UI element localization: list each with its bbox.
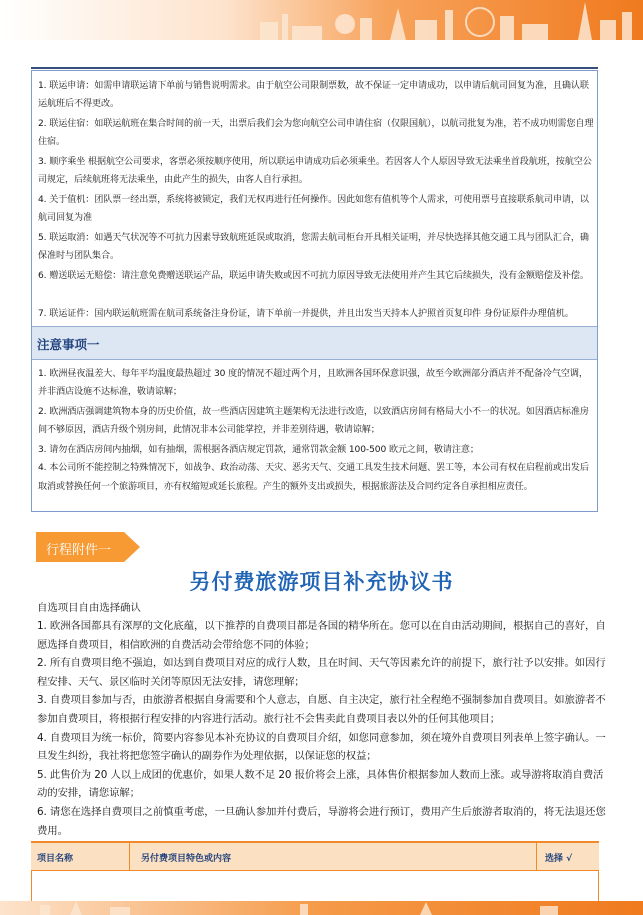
term-item: 1. 联运申请：如需申请联运请下单前与销售说明需求。由于航空公司限制票数，故不保证一定申请成功，以申请后航司回复为准，且确认联运航班后不得更改。 [38, 81, 589, 110]
box-top-rule [31, 67, 598, 69]
top-banner [0, 0, 643, 40]
excursion-table-header [31, 841, 599, 871]
attachment-tag [36, 532, 140, 562]
agreement-paragraph: 1. 欧洲各国都具有深厚的文化底蕴，以下推荐的自费项目都是各国的精华所在。您可以在自由活动期间，根据自己的喜好，自愿选择自费项目，相信欧洲的自费活动会带给您不同的体验； [37, 620, 606, 651]
agreement-paragraph: 5. 此售价为 20 人以上成团的优惠价，如果人数不足 20 报价将会上涨，具体售价根据参加人数而上涨。或导游将取消自费活动的安排，请您谅解； [37, 768, 604, 800]
notice-heading: 注意事项一 [37, 337, 100, 352]
term-item: 6. 赠送联运无赔偿：请注意免费赠送联运产品，联运申请失败或因不可抗力原因导致无法使用并产生其它后续损失，没有金额赔偿及补偿。 [38, 271, 589, 281]
notice-item: 3. 请勿在酒店房间内抽烟，如有抽烟，需根据各酒店规定罚款，通常罚款金额 100-500 欧元之间，敬请注意； [38, 445, 479, 455]
notice-list [38, 365, 594, 497]
notice-item: 4. 本公司所不能控制之特殊情况下，如战争、政治动荡、天灾、恶劣天气、交通工具发生技术问题、罢工等，本公司有权在启程前或出发后取消或替换任何一个旅游项目，亦有权缩短或延长旅程。产生的额外支出或损失，根据旅游法及合同约定各自承担相应责任。 [38, 463, 589, 492]
table-column-divider [536, 843, 537, 870]
term-item: 3. 顺序乘坐 根据航空公司要求，客票必须按顺序使用，所以联运申请成功后必须乘坐。若因客人个人原因导致无法乘坐首段航班，按航空公司规定，后续航班将无法乘坐，由此产生的损失，由客人自行承担。 [38, 157, 592, 186]
booking-terms-list [38, 77, 594, 343]
document-title: 另付费旅游项目补充协议书 [189, 570, 454, 594]
notice-item: 2. 欧洲酒店强调建筑物本身的历史价值，故一些酒店因建筑主题架构无法进行改造，以致酒店房间有格局大小不一的状况。如因酒店标准房间不够原因，酒店升级个别房间，此情况非本公司能掌控，并非差别待遇，敬请谅解； [38, 407, 589, 436]
terms-box [31, 70, 598, 512]
agreement-paragraphs [37, 617, 607, 840]
table-header-select: 选择 √ [545, 854, 573, 864]
table-column-divider [129, 843, 130, 870]
term-item: 7. 联运证件：国内联运航班需在航司系统备注身份证，请下单前一并提供，并且出发当天持本人护照首页复印件 身份证原件办理值机。 [38, 309, 574, 319]
bottom-banner [0, 901, 643, 915]
excursion-table-body [31, 871, 599, 901]
agreement-paragraph: 2. 所有自费项目绝不强迫，如达到自费项目对应的成行人数，且在时间、天气等因素允许的前提下，旅行社予以安排。如因行程安排、天气、景区临时关闭等原因无法安排，请您理解； [37, 657, 606, 688]
agreement-paragraph: 4. 自费项目为统一标价，简要内容参见本补充协议的自费项目介绍，如您同意参加，须在境外自费项目列表单上签字确认。一旦发生纠纷，我社将把您签字确认的副券作为处理依据，以保证您的权益； [37, 731, 606, 763]
document-subheading: 自选项目自由选择确认 [37, 602, 141, 614]
term-item: 5. 联运取消：如遇天气状况等不可抗力因素导致航班延误或取消，您需去航司柜台开具相关证明，并尽快选择其他交通工具与团队汇合，确保准时与团队集合。 [38, 233, 589, 262]
table-header-content: 另付费项目特色或内容 [141, 854, 232, 864]
notice-section-header [32, 326, 597, 360]
notice-item: 1. 欧洲昼夜温差大、每年平均温度最热超过 30 度的情况不超过两个月，且欧洲各国环保意识强，故至今欧洲部分酒店并不配备冷气空调，并非酒店设施不达标准，敬请谅解； [38, 369, 588, 398]
term-item: 2. 联运住宿：如联运航班在集合时间的前一天，出票后我们会为您向航空公司申请住宿（仅限国航），以航司批复为准，若不成功则需您自理住宿。 [38, 119, 594, 148]
table-header-name: 项目名称 [37, 854, 74, 864]
agreement-paragraph: 6. 请您在选择自费项目之前慎重考虑，一旦确认参加并付费后，导游将会进行预订，费用产生后旅游者取消的，将无法退还您费用。 [37, 805, 606, 837]
term-item: 4. 关于值机：团队票一经出票，系统将被锁定，我们无权再进行任何操作。因此如您有值机等个人需求，可使用票号直接联系航司申请，以航司回复为准 [38, 195, 589, 224]
attachment-tag-label: 行程附件一 [46, 543, 112, 558]
agreement-paragraph: 3. 自费项目参加与否，由旅游者根据自身需要和个人意志，自愿、自主决定，旅行社全程绝不强制参加自费项目。如旅游者不参加自费项目，将根据行程安排的内容进行活动。旅行社不会售卖此自费项目表以外的任何其他项目； [37, 694, 606, 725]
